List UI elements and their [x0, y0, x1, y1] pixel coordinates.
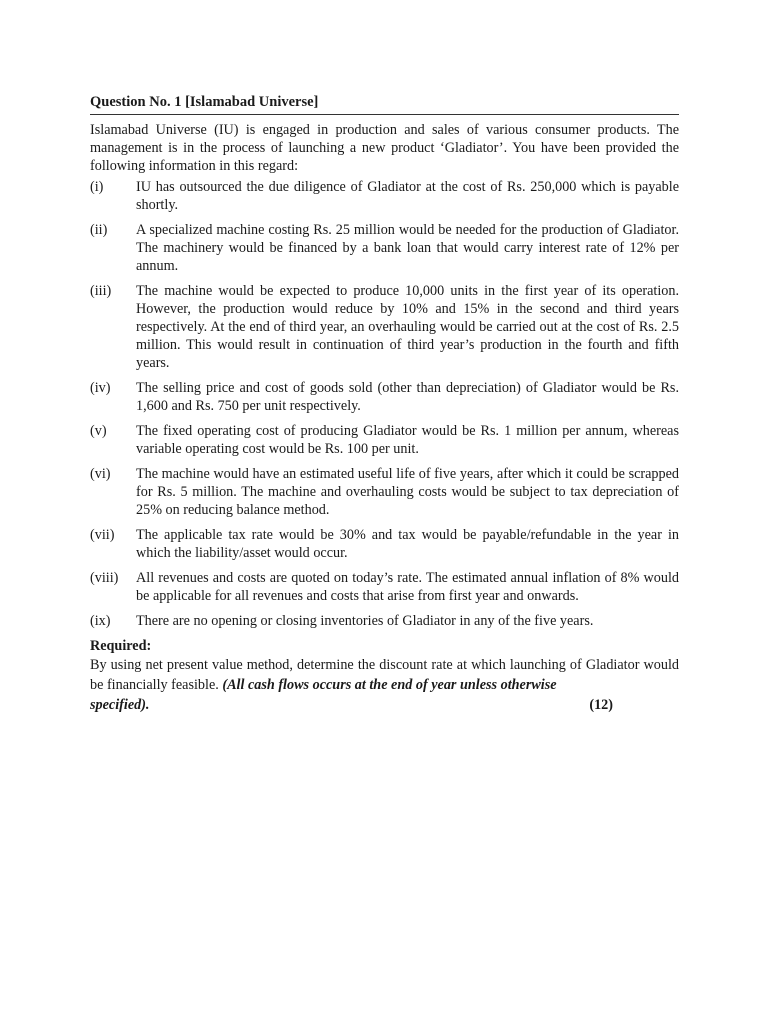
item-number: (ix) — [90, 613, 111, 629]
list-item — [90, 178, 679, 214]
list-item — [90, 465, 679, 519]
item-text: A specialized machine costing Rs. 25 million would be needed for the production of Gladiator. The machinery would be financed by a bank loan that would carry interest rate of 12% per annum. — [136, 222, 679, 274]
required-note: (All cash flows occurs at the end of year unless otherwise — [222, 677, 557, 693]
list-item — [90, 569, 679, 605]
item-text: The fixed operating cost of producing Gladiator would be Rs. 1 million per annum, whereas variable operating cost would be Rs. 100 per unit. — [136, 423, 679, 457]
question-title: Question No. 1 [Islamabad Universe] — [90, 92, 679, 115]
marks-label: (12) — [589, 697, 613, 713]
required-instruction: By using net present value method, determine the discount rate at which launching of Gladiator would be financially feasible. — [90, 657, 679, 693]
list-item — [90, 422, 679, 458]
list-item — [90, 221, 679, 275]
question-page — [90, 92, 679, 715]
item-number: (iii) — [90, 283, 112, 299]
item-number: (viii) — [90, 570, 119, 586]
item-number: (iv) — [90, 380, 111, 396]
item-text: The applicable tax rate would be 30% and tax would be payable/refundable in the year in which the liability/asset would occur. — [136, 527, 679, 561]
item-number: (ii) — [90, 222, 108, 238]
required-label: Required: — [90, 638, 152, 654]
item-text: All revenues and costs are quoted on today’s rate. The estimated annual inflation of 8% would be applicable for all revenues and costs that arise from first year and onwards. — [136, 570, 679, 604]
item-text: The selling price and cost of goods sold (other than depreciation) of Gladiator would be Rs. 1,600 and Rs. 750 per unit respectively. — [136, 380, 679, 414]
item-number: (vii) — [90, 527, 115, 543]
item-number: (vi) — [90, 466, 111, 482]
information-list — [90, 178, 679, 630]
item-number: (v) — [90, 423, 107, 439]
item-text: The machine would have an estimated useful life of five years, after which it could be scrapped for Rs. 5 million. The machine and overhauling costs would be subject to tax depreciation of 25% on reducing balance method. — [136, 466, 679, 518]
list-item — [90, 612, 679, 630]
item-text: There are no opening or closing inventories of Gladiator in any of the five years. — [136, 613, 594, 629]
item-number: (i) — [90, 179, 104, 195]
item-text: The machine would be expected to produce 10,000 units in the first year of its operation. However, the production would reduce by 10% and 15% in the second and third years respectively. At the end of third year, an overhauling would be carried out at the cost of Rs. 2.5 million. This would result in continuation of third year’s production in the fourth and fifth years. — [136, 283, 679, 371]
required-note-end: specified). — [90, 697, 150, 713]
list-item — [90, 282, 679, 372]
list-item — [90, 379, 679, 415]
item-text: IU has outsourced the due diligence of Gladiator at the cost of Rs. 250,000 which is payable shortly. — [136, 179, 679, 213]
question-intro: Islamabad Universe (IU) is engaged in production and sales of various consumer products. The management is in the process of launching a new product ‘Gladiator’. You have been provided the following information in this regard: — [90, 122, 679, 174]
required-text — [90, 655, 679, 695]
list-item — [90, 526, 679, 562]
required-note-row — [90, 695, 679, 715]
